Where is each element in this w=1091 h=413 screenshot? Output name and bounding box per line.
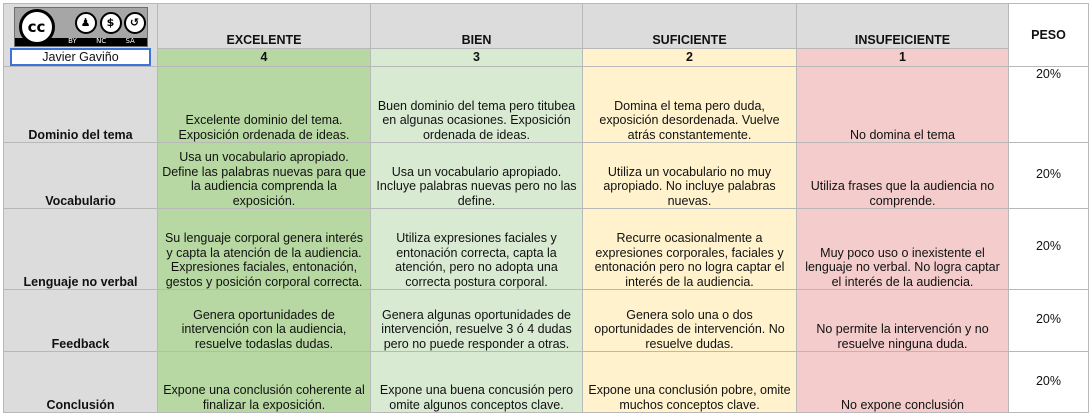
header-row (4, 4, 1089, 49)
sa-icon: ↺ (124, 12, 146, 34)
sa-label: SA (125, 37, 135, 45)
col-header-peso[interactable]: PESO (1009, 4, 1089, 67)
cell-vocabulario-insuficiente[interactable]: Utiliza frases que la audiencia no comprende. (797, 143, 1009, 209)
row-lenguaje (4, 209, 1089, 290)
logo-cell[interactable] (4, 4, 158, 67)
cell-feedback-insuficiente[interactable]: No permite la intervención y no resuelve ninguna duda. (797, 290, 1009, 352)
creative-commons-logo (14, 7, 148, 47)
cell-dominio-bien[interactable]: Buen dominio del tema pero titubea en algunas ocasiones. Exposición ordenada de ideas. (371, 67, 583, 143)
cell-conclusion-excelente[interactable]: Expone una conclusión coherente al finalizar la exposición. (158, 352, 371, 413)
score-row (4, 48, 1089, 66)
row-feedback (4, 290, 1089, 352)
criterion-feedback[interactable]: Feedback (4, 290, 158, 352)
peso-feedback[interactable]: 20% (1009, 290, 1089, 352)
criterion-dominio[interactable]: Dominio del tema (4, 67, 158, 143)
author-cell-selected[interactable]: Javier Gaviño (10, 48, 151, 66)
cell-lenguaje-suficiente[interactable]: Recurre ocasionalmente a expresiones corporales, faciales y entonación pero no logra captar el interés de la audiencia. (583, 209, 797, 290)
cell-dominio-suficiente[interactable]: Domina el tema pero duda, exposición desordenada. Vuelve atrás constantemente. (583, 67, 797, 143)
cell-lenguaje-excelente[interactable]: Su lenguaje corporal genera interés y capta la atención de la audiencia. Expresiones faciales, entonación, gestos y posición corporal correcta. (158, 209, 371, 290)
criterion-conclusion[interactable]: Conclusión (4, 352, 158, 413)
peso-conclusion[interactable]: 20% (1009, 352, 1089, 413)
col-header-bien[interactable]: BIEN (371, 4, 583, 49)
by-label: BY (68, 37, 77, 45)
cell-conclusion-bien[interactable]: Expone una buena concusión pero omite algunos conceptos clave. (371, 352, 583, 413)
col-header-insuficiente[interactable]: INSUFEICIENTE (797, 4, 1009, 49)
row-conclusion (4, 352, 1089, 413)
col-header-excelente[interactable]: EXCELENTE (158, 4, 371, 49)
cell-conclusion-suficiente[interactable]: Expone una conclusión pobre, omite muchos conceptos clave. (583, 352, 797, 413)
criterion-lenguaje[interactable]: Lenguaje no verbal (4, 209, 158, 290)
cell-conclusion-insuficiente[interactable]: No expone conclusión (797, 352, 1009, 413)
cell-feedback-excelente[interactable]: Genera oportunidades de intervención con la audiencia, resuelve todaslas dudas. (158, 290, 371, 352)
score-excelente[interactable]: 4 (158, 48, 371, 66)
nc-label: NC (96, 37, 107, 45)
score-bien[interactable]: 3 (371, 48, 583, 66)
peso-lenguaje[interactable]: 20% (1009, 209, 1089, 290)
criterion-vocabulario[interactable]: Vocabulario (4, 143, 158, 209)
col-header-suficiente[interactable]: SUFICIENTE (583, 4, 797, 49)
cell-vocabulario-excelente[interactable]: Usa un vocabulario apropiado. Define las palabras nuevas para que la audiencia comprenda la exposición. (158, 143, 371, 209)
cell-feedback-suficiente[interactable]: Genera solo una o dos oportunidades de intervención. No resuelve dudas. (583, 290, 797, 352)
row-dominio (4, 67, 1089, 143)
row-vocabulario (4, 143, 1089, 209)
peso-vocabulario[interactable]: 20% (1009, 143, 1089, 209)
cell-feedback-bien[interactable]: Genera algunas oportunidades de intervención, resuelve 3 ó 4 dudas pero no puede responder a otras. (371, 290, 583, 352)
cell-dominio-insuficiente[interactable]: No domina el tema (797, 67, 1009, 143)
score-insuficiente[interactable]: 1 (797, 48, 1009, 66)
cell-vocabulario-suficiente[interactable]: Utiliza un vocabulario no muy apropiado. No incluye palabras nuevas. (583, 143, 797, 209)
cell-vocabulario-bien[interactable]: Usa un vocabulario apropiado. Incluye palabras nuevas pero no las define. (371, 143, 583, 209)
nc-icon: $ (100, 12, 122, 34)
peso-dominio[interactable]: 20% (1009, 67, 1089, 143)
score-suficiente[interactable]: 2 (583, 48, 797, 66)
rubric-table (3, 3, 1089, 413)
by-icon: ♟ (75, 12, 97, 34)
cc-icon: cc (19, 9, 55, 45)
cell-lenguaje-bien[interactable]: Utiliza expresiones faciales y entonación correcta, capta la atención, pero no adopta una correcta postura corporal. (371, 209, 583, 290)
cell-dominio-excelente[interactable]: Excelente dominio del tema. Exposición ordenada de ideas. (158, 67, 371, 143)
cell-lenguaje-insuficiente[interactable]: Muy poco uso o inexistente el lenguaje no verbal. No logra captar el interés de la audiencia. (797, 209, 1009, 290)
